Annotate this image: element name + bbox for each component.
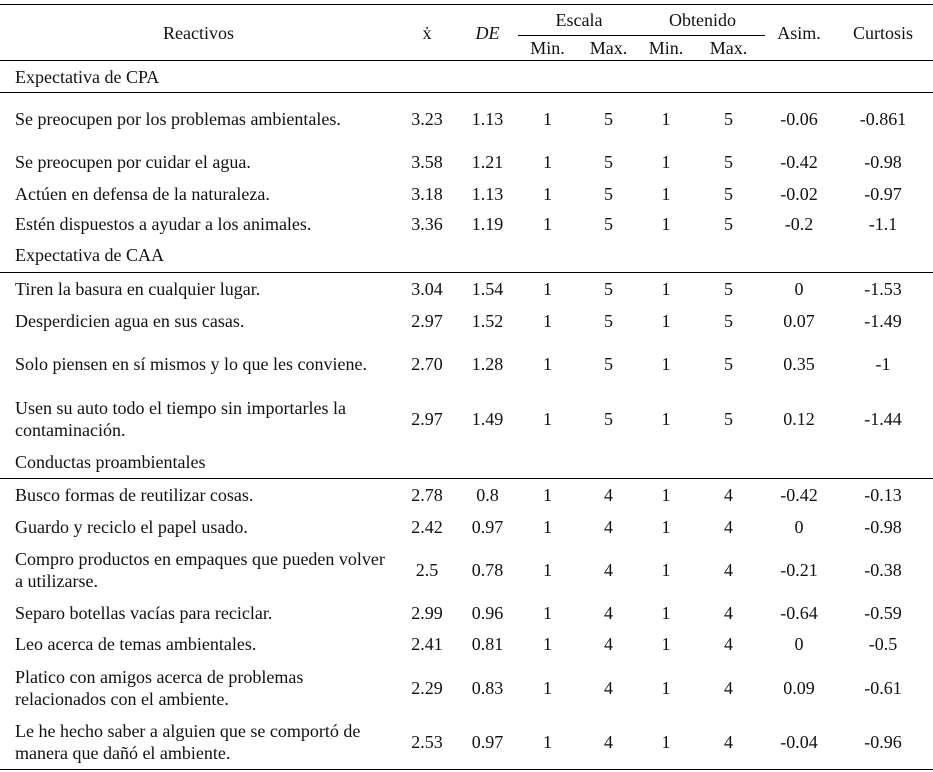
- item-label: Separo botellas vacías para reciclar.: [15, 602, 273, 623]
- cell-obtenido-max: 4: [724, 602, 733, 623]
- cell-asimetria: 0: [794, 634, 804, 654]
- cell-sd: 1.52: [471, 310, 504, 331]
- cell-mean: 2.41: [411, 634, 443, 654]
- cell-asimetria: 0.09: [783, 677, 815, 698]
- cell-escala-min: 1: [543, 559, 552, 580]
- table-row: [0, 629, 933, 660]
- section-row: [0, 447, 933, 479]
- cell-obtenido-min: 1: [661, 184, 671, 204]
- cell-sd: 0.97: [471, 517, 504, 537]
- cell-curtosis: -0.98: [864, 517, 902, 537]
- cell-obtenido-max: 5: [724, 408, 733, 429]
- cell-mean: 2.97: [411, 408, 443, 429]
- cell-curtosis: -0.5: [868, 634, 898, 654]
- cell-obtenido-max: 5: [724, 109, 733, 130]
- header-sd-label: DE: [475, 22, 500, 43]
- cell-obtenido-max: 5: [724, 184, 733, 204]
- cell-obtenido-min: 1: [661, 278, 671, 299]
- cell-obtenido-max: 5: [724, 152, 733, 172]
- cell-asimetria: -0.06: [780, 109, 818, 130]
- cell-mean: 2.53: [397, 716, 457, 770]
- header-curtosis: Curtosis: [833, 5, 933, 61]
- cell-curtosis: -0.861: [859, 109, 907, 130]
- header-reactivos: Reactivos: [0, 5, 397, 61]
- cell-obtenido-max: 5: [724, 310, 733, 331]
- table-row: [0, 597, 933, 629]
- cell-escala-max: 5: [604, 214, 613, 234]
- cell-mean: 2.29: [411, 677, 443, 698]
- cell-asimetria: 0: [794, 278, 804, 299]
- cell-obtenido-min: 1: [661, 602, 671, 623]
- cell-asimetria: 0.07: [783, 310, 815, 331]
- item-label: Leo acerca de temas ambientales.: [15, 634, 257, 654]
- cell-mean: 2.97: [411, 310, 443, 331]
- header-mean: ẋ: [397, 5, 457, 61]
- cell-escala-min: 1: [543, 152, 552, 172]
- cell-sd: 1.49: [471, 408, 504, 429]
- cell-asimetria: -0.21: [780, 559, 818, 580]
- cell-sd: 1.54: [471, 278, 504, 299]
- cell-obtenido-min: 1: [661, 310, 671, 331]
- cell-sd: 1.13: [471, 109, 504, 130]
- cell-escala-max: 4: [604, 602, 613, 623]
- item-label: Tiren la basura en cualquier lugar.: [15, 278, 261, 299]
- table-row: [0, 716, 933, 770]
- cell-escala-min: 1: [543, 184, 552, 204]
- cell-escala-max: 4: [577, 716, 640, 770]
- cell-curtosis: -1.53: [864, 278, 902, 299]
- cell-escala-min: 1: [543, 517, 552, 537]
- cell-sd: 0.81: [471, 634, 504, 654]
- cell-obtenido-min: 1: [640, 716, 692, 770]
- item-label: Estén dispuestos a ayudar a los animales.: [15, 214, 312, 234]
- table-row: [0, 179, 933, 210]
- cell-escala-min: 1: [543, 602, 552, 623]
- cell-escala-max: 5: [604, 184, 613, 204]
- cell-escala-max: 4: [604, 559, 613, 580]
- cell-curtosis: -1.44: [864, 408, 902, 429]
- cell-obtenido-min: 1: [661, 353, 671, 374]
- cell-asimetria: 0: [794, 517, 804, 537]
- cell-mean: 3.36: [411, 214, 443, 234]
- cell-escala-min: 1: [543, 310, 552, 331]
- item-label: Usen su auto todo el tiempo sin importarles la contaminación.: [15, 397, 346, 440]
- cell-obtenido-max: 5: [724, 353, 733, 374]
- table-row: [0, 337, 933, 391]
- cell-curtosis: -0.13: [864, 485, 902, 506]
- cell-asimetria: 0.12: [783, 408, 815, 429]
- table-row: [0, 479, 933, 512]
- cell-escala-max: 4: [604, 517, 613, 537]
- cell-sd: 0.97: [457, 716, 518, 770]
- cell-obtenido-max: 4: [724, 517, 733, 537]
- header-escala-min: Min.: [518, 36, 577, 61]
- cell-obtenido-max: 5: [724, 278, 733, 299]
- cell-obtenido-min: 1: [661, 485, 671, 506]
- cell-escala-min: 1: [543, 278, 552, 299]
- cell-obtenido-min: 1: [661, 408, 671, 429]
- cell-sd: 0.78: [471, 559, 504, 580]
- cell-mean: 2.70: [411, 353, 443, 374]
- header-asim: Asim.: [765, 5, 833, 61]
- item-label: Guardo y reciclo el papel usado.: [15, 517, 248, 537]
- item-label: Le he hecho saber a alguien que se comportó de manera que dañó el ambiente.: [0, 716, 397, 770]
- section-row: [0, 61, 933, 93]
- cell-asimetria: -0.02: [780, 184, 818, 204]
- cell-escala-max: 5: [604, 278, 613, 299]
- cell-sd: 0.8: [476, 485, 499, 506]
- cell-mean: 2.99: [411, 602, 443, 623]
- header-escala: Escala: [518, 5, 640, 36]
- cell-escala-max: 4: [604, 677, 613, 698]
- cell-sd: 0.96: [471, 602, 504, 623]
- item-label: Desperdicien agua en sus casas.: [15, 310, 245, 331]
- cell-escala-max: 5: [604, 353, 613, 374]
- cell-escala-max: 4: [604, 634, 613, 654]
- cell-escala-min: 1: [543, 353, 552, 374]
- cell-asimetria: 0.35: [783, 353, 815, 374]
- table-row: [0, 391, 933, 447]
- cell-mean: 3.58: [411, 152, 443, 172]
- item-label: Busco formas de reutilizar cosas.: [15, 485, 254, 506]
- cell-mean: 3.23: [411, 109, 443, 130]
- cell-obtenido-min: 1: [661, 677, 671, 698]
- cell-obtenido-max: 4: [724, 559, 733, 580]
- cell-curtosis: -0.98: [864, 152, 902, 172]
- cell-sd: 1.28: [471, 353, 504, 374]
- cell-curtosis: -0.97: [864, 184, 902, 204]
- cell-mean: 2.78: [411, 485, 443, 506]
- section-row: [0, 239, 933, 273]
- cell-sd: 0.83: [471, 677, 504, 698]
- cell-curtosis: -1.1: [868, 214, 898, 234]
- cell-escala-max: 5: [604, 109, 613, 130]
- cell-obtenido-max: 4: [724, 634, 733, 654]
- header-sd: [457, 5, 518, 61]
- cell-obtenido-min: 1: [661, 517, 671, 537]
- item-label: Actúen en defensa de la naturaleza.: [15, 184, 270, 204]
- cell-escala-max: 5: [604, 310, 613, 331]
- cell-obtenido-min: 1: [661, 214, 671, 234]
- header-obtenido-max: Max.: [692, 36, 765, 61]
- table-row: [0, 273, 933, 305]
- table-row: [0, 543, 933, 597]
- section-title: Conductas proambientales: [0, 447, 933, 479]
- cell-escala-min: 1: [543, 485, 552, 506]
- cell-obtenido-max: 4: [724, 677, 733, 698]
- item-label: Se preocupen por cuidar el agua.: [15, 152, 251, 172]
- table-row: [0, 146, 933, 179]
- cell-escala-min: 1: [543, 677, 552, 698]
- cell-escala-max: 5: [604, 408, 613, 429]
- table-row: [0, 210, 933, 239]
- cell-curtosis: -0.96: [833, 716, 933, 770]
- table-row: [0, 660, 933, 716]
- cell-sd: 1.21: [471, 152, 504, 172]
- cell-curtosis: -0.38: [864, 559, 902, 580]
- cell-asimetria: -0.42: [780, 152, 818, 172]
- item-label: Platico con amigos acerca de problemas relacionados con el ambiente.: [15, 666, 304, 709]
- cell-escala-max: 5: [604, 152, 613, 172]
- header-obtenido: Obtenido: [640, 5, 765, 36]
- cell-sd: 1.19: [471, 214, 504, 234]
- cell-asimetria: -0.42: [780, 485, 818, 506]
- cell-obtenido-min: 1: [661, 634, 671, 654]
- header-escala-max: Max.: [577, 36, 640, 61]
- cell-mean: 3.04: [411, 278, 443, 299]
- descriptive-statistics-table: [0, 4, 933, 770]
- cell-escala-min: 1: [518, 716, 577, 770]
- cell-escala-max: 4: [604, 485, 613, 506]
- cell-obtenido-min: 1: [661, 559, 671, 580]
- cell-sd: 1.13: [471, 184, 504, 204]
- cell-mean: 3.18: [411, 184, 443, 204]
- cell-curtosis: -1.49: [864, 310, 902, 331]
- item-label: Compro productos en empaques que pueden volver a utilizarse.: [15, 548, 385, 591]
- cell-obtenido-min: 1: [661, 109, 671, 130]
- item-label: Se preocupen por los problemas ambientales.: [15, 109, 341, 130]
- cell-curtosis: -0.59: [864, 602, 902, 623]
- table-row: [0, 93, 933, 146]
- cell-obtenido-max: 5: [724, 214, 733, 234]
- cell-escala-min: 1: [543, 634, 552, 654]
- cell-escala-min: 1: [543, 408, 552, 429]
- cell-asimetria: -0.2: [784, 214, 814, 234]
- cell-curtosis: -1: [875, 353, 891, 374]
- header-obtenido-min: Min.: [640, 36, 692, 61]
- cell-curtosis: -0.61: [864, 677, 902, 698]
- cell-obtenido-max: 4: [724, 485, 733, 506]
- cell-obtenido-max: 4: [692, 716, 765, 770]
- cell-mean: 2.5: [415, 559, 439, 580]
- cell-mean: 2.42: [411, 517, 443, 537]
- section-title: Expectativa de CPA: [0, 61, 933, 93]
- cell-escala-min: 1: [543, 109, 552, 130]
- table-row: [0, 512, 933, 543]
- cell-asimetria: -0.04: [765, 716, 833, 770]
- cell-asimetria: -0.64: [780, 602, 818, 623]
- item-label: Solo piensen en sí mismos y lo que les conviene.: [15, 353, 367, 374]
- cell-escala-min: 1: [543, 214, 552, 234]
- table-row: [0, 305, 933, 337]
- cell-obtenido-min: 1: [661, 152, 671, 172]
- section-title: Expectativa de CAA: [0, 239, 933, 273]
